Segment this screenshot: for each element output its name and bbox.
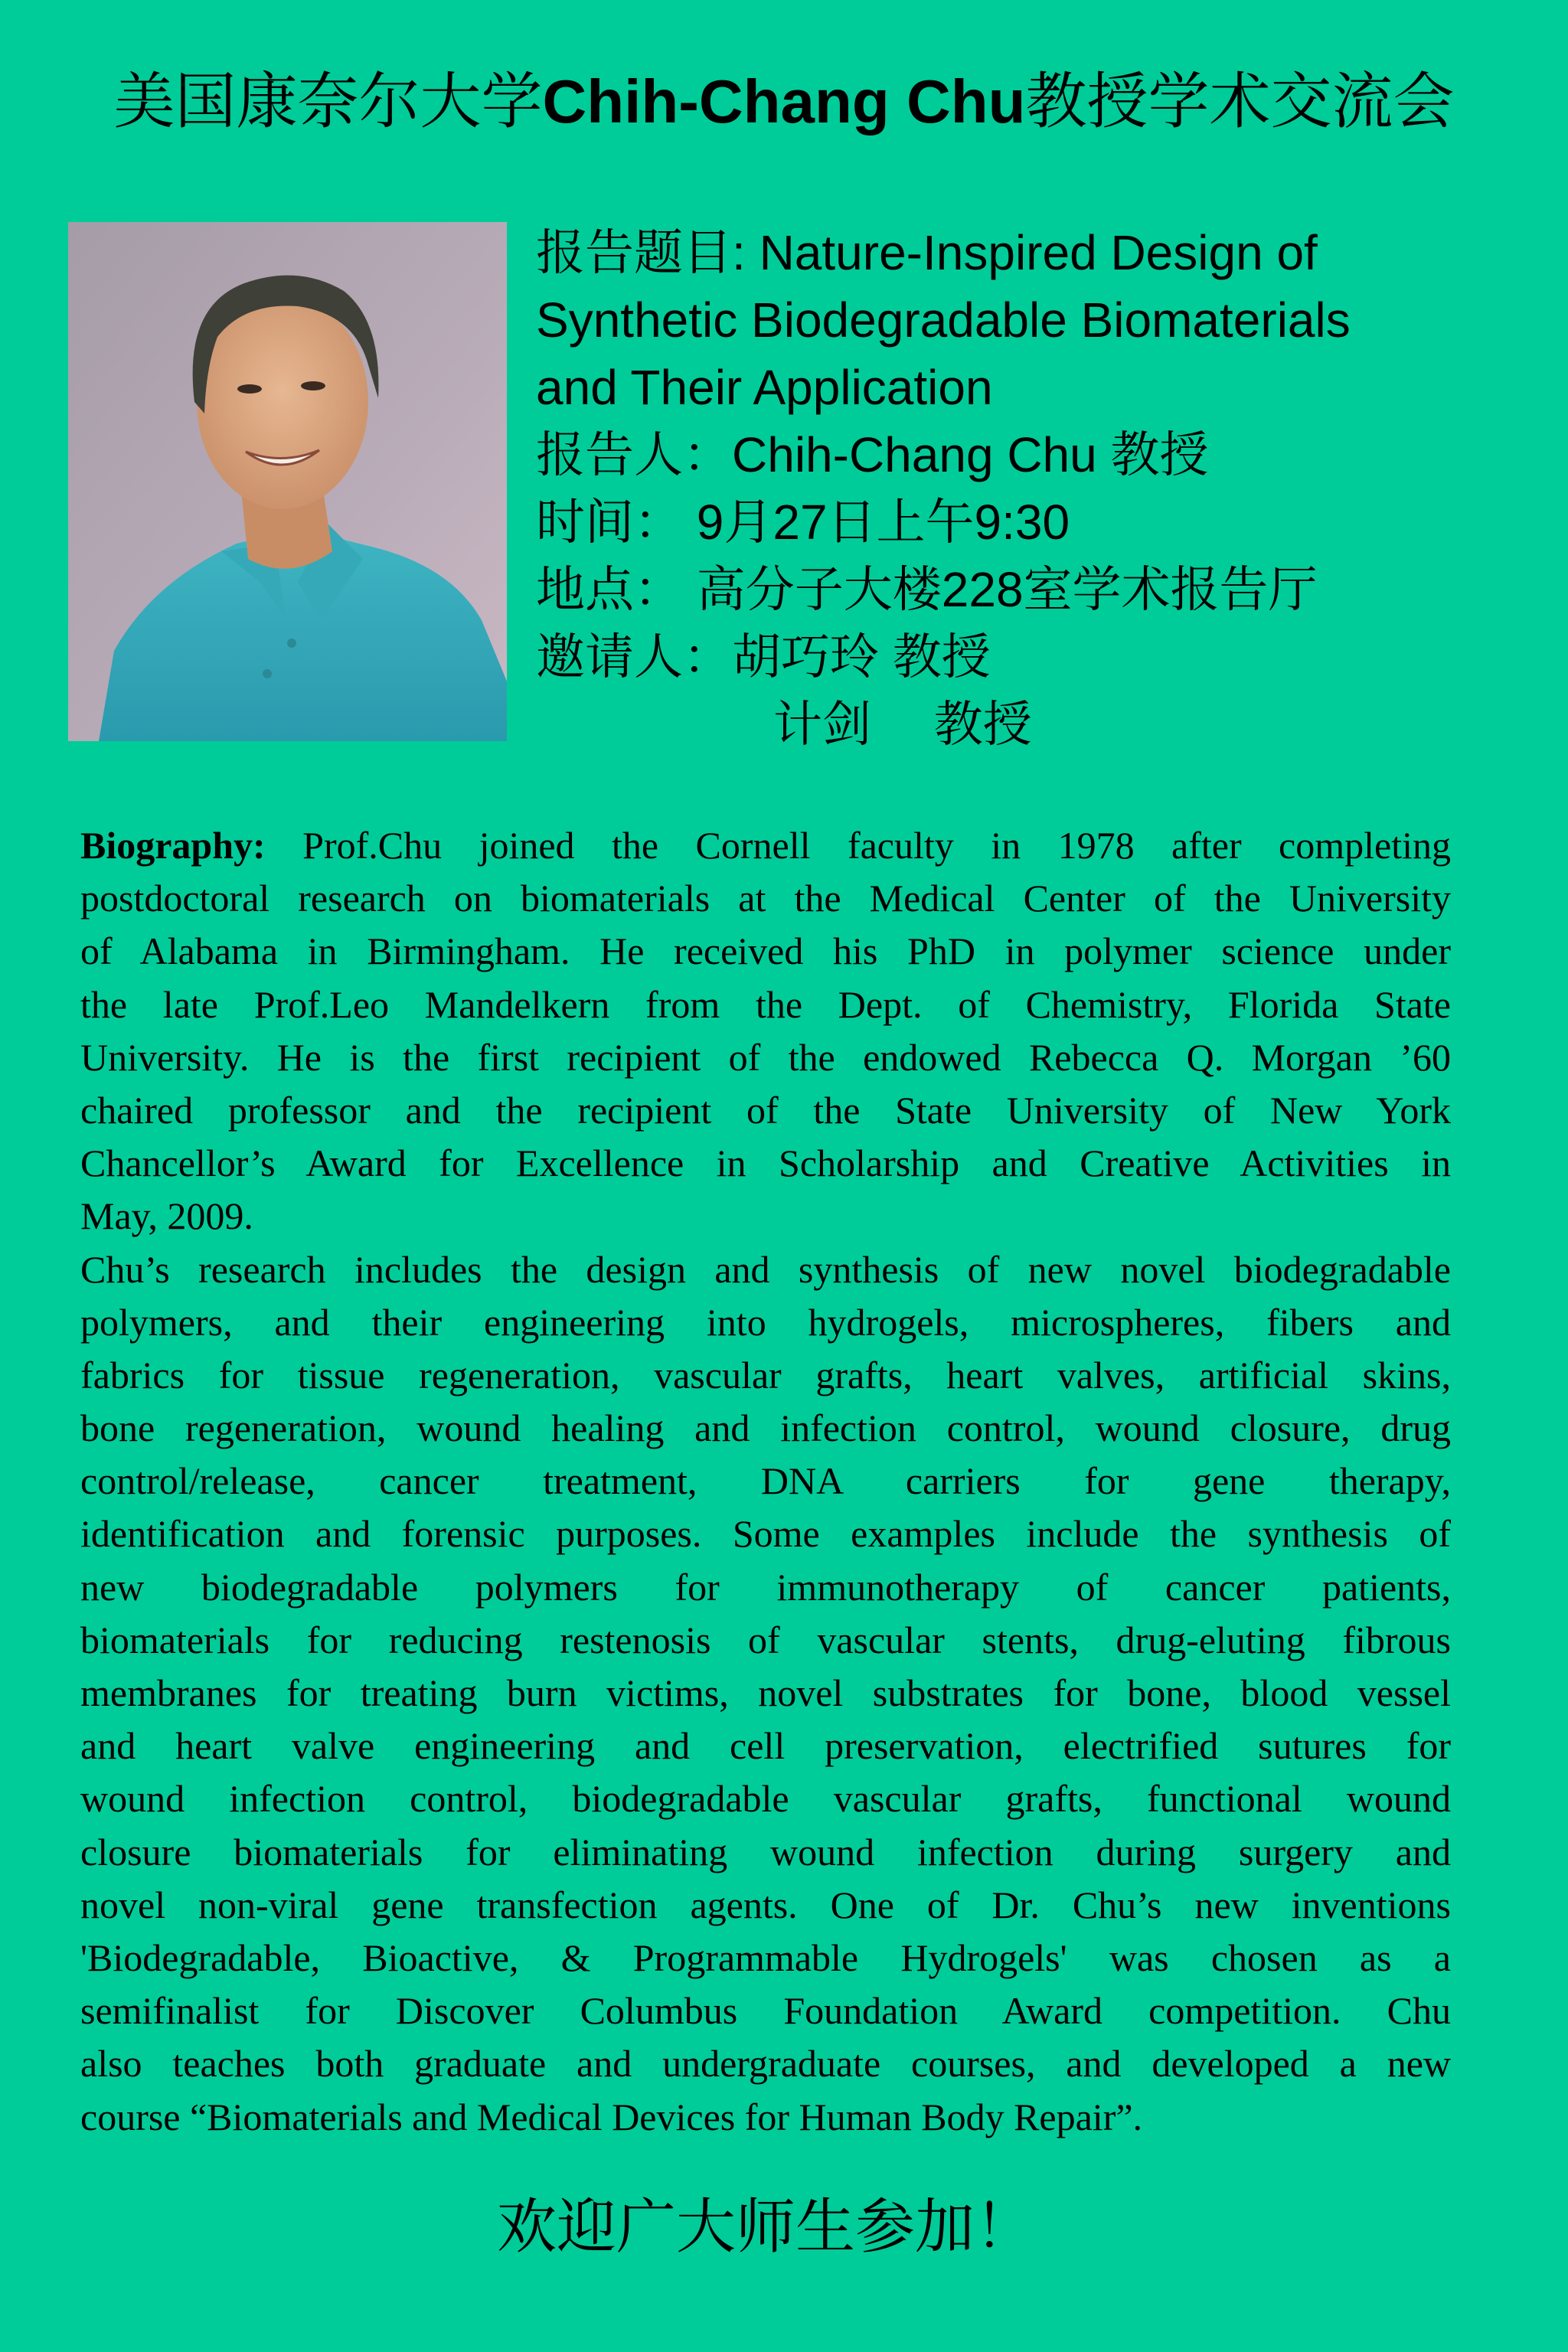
biography-line-text: Chancellor’s Award for Excellence in Scholarship and Creative Activities in: [80, 1142, 1451, 1185]
location-row: [536, 556, 1531, 623]
biography-line: [80, 1455, 1451, 1508]
biography-line: [80, 1508, 1451, 1560]
biography-line: [80, 1561, 1451, 1614]
biography-line-text: membranes for treating burn victims, novel substrates for bone, blood vessel: [80, 1671, 1451, 1714]
biography-line: [80, 2037, 1451, 2090]
time-label: 时间：: [536, 495, 683, 550]
speaker-photo: [68, 222, 507, 741]
title-speaker-name: Chih-Chang Chu: [542, 67, 1026, 136]
time-value: 9月27日上午9:30: [696, 495, 1070, 550]
speaker-value: Chih-Chang Chu 教授: [732, 427, 1209, 482]
biography-line: [80, 1190, 1451, 1243]
biography-line: [80, 1137, 1451, 1190]
poster-title: [0, 60, 1568, 144]
biography-line-text: May, 2009.: [80, 1194, 253, 1238]
biography-line-text: bone regeneration, wound healing and infection control, wound closure, drug: [80, 1406, 1451, 1450]
topic-line-1: Nature-Inspired Design of: [759, 225, 1318, 280]
biography-line-text: new biodegradable polymers for immunotherapy of cancer patients,: [80, 1565, 1451, 1609]
location-value: 高分子大楼228室学术报告厅: [696, 562, 1318, 617]
portrait-photo-icon: [68, 222, 507, 741]
topic-row-2: [536, 286, 1531, 354]
topic-label: 报告题目: [536, 225, 732, 280]
biography-line-text: of Alabama in Birmingham. He received his PhD in polymer science under: [80, 929, 1451, 973]
topic-row-3: [536, 354, 1531, 421]
biography-line-text: novel non-viral gene transfection agents. One of Dr. Chu’s new inventions: [80, 1883, 1451, 1926]
biography-line-text: University. He is the first recipient of the endowed Rebecca Q. Morgan ’60: [80, 1035, 1451, 1079]
biography-line-text: and heart valve engineering and cell preservation, electrified sutures for: [80, 1724, 1451, 1768]
closing-invitation: 欢迎广大师生参加！: [496, 2193, 1034, 2260]
biography-line-text: polymers, and their engineering into hydrogels, microspheres, fibers and: [80, 1300, 1451, 1344]
shirt-button: [263, 669, 272, 678]
inviter-row: [536, 623, 1531, 691]
left-eye: [237, 384, 262, 394]
speaker-label: 报告人：: [536, 427, 732, 482]
location-label: 地点：: [536, 562, 683, 617]
biography-line: [80, 1402, 1451, 1455]
biography-line: [80, 1349, 1451, 1402]
biography-line: [80, 1879, 1451, 1932]
inviter-1: 胡巧玲 教授: [732, 629, 991, 684]
biography-line: [80, 819, 1451, 872]
biography-line-text: postdoctoral research on biomaterials at the Medical Center of the University: [80, 877, 1451, 920]
biography-line-text: Prof.Chu joined the Cornell faculty in 1978 after completing: [302, 824, 1451, 867]
biography-line: [80, 1243, 1451, 1296]
biography-line-text: closure biomaterials for eliminating wound infection during surgery and: [80, 1830, 1451, 1873]
biography-line: [80, 1296, 1451, 1349]
inviter-2: 计剑 教授: [773, 697, 1032, 752]
biography-line-text: chaired professor and the recipient of the State University of New York: [80, 1088, 1451, 1132]
biography-line: [80, 1614, 1451, 1667]
inviter-label: 邀请人：: [536, 629, 732, 684]
biography-label: Biography:: [80, 824, 266, 867]
shirt-button: [287, 639, 296, 648]
biography-line-text: also teaches both graduate and undergraduate courses, and developed a new: [80, 2042, 1451, 2086]
right-eye: [301, 381, 325, 390]
topic-line-2: Synthetic Biodegradable Biomaterials: [536, 292, 1351, 348]
topic-line-3: and Their Application: [536, 360, 993, 415]
biography-line: [80, 1031, 1451, 1084]
biography-line: [80, 1932, 1451, 1984]
biography-line: [80, 1826, 1451, 1879]
biography-line: [80, 1720, 1451, 1772]
biography-line-text: semifinalist for Discover Columbus Foundation Award competition. Chu: [80, 1989, 1451, 2033]
biography-line: [80, 872, 1451, 925]
biography-line-text: control/release, cancer treatment, DNA carriers for gene therapy,: [80, 1459, 1451, 1503]
title-suffix: 教授学术交流会: [1025, 67, 1455, 136]
biography-line-text: wound infection control, biodegradable vascular grafts, functional wound: [80, 1777, 1451, 1821]
biography-line: [80, 925, 1451, 978]
biography-line: [80, 1084, 1451, 1137]
biography-line-text: the late Prof.Leo Mandelkern from the Dept. of Chemistry, Florida State: [80, 982, 1451, 1026]
time-row: [536, 488, 1531, 556]
biography-line-text: biomaterials for reducing restenosis of vascular stents, drug-eluting fibrous: [80, 1618, 1451, 1661]
biography: [80, 819, 1451, 2144]
topic-separator: :: [732, 225, 760, 280]
topic-row: [536, 219, 1531, 286]
inviter-row-2: [536, 691, 1531, 758]
biography-line: [80, 1984, 1451, 2037]
talk-info: [536, 219, 1531, 758]
title-prefix: 美国康奈尔大学: [113, 67, 543, 136]
biography-line-text: Chu’s research includes the design and synthesis of new novel biodegradable: [80, 1247, 1451, 1291]
biography-line-text: identification and forensic purposes. Some examples include the synthesis of: [80, 1512, 1451, 1556]
biography-line: [80, 2091, 1451, 2144]
biography-line: [80, 1772, 1451, 1825]
biography-line: [80, 1667, 1451, 1720]
biography-line: [80, 978, 1451, 1031]
speaker-row: [536, 421, 1531, 488]
biography-line-text: fabrics for tissue regeneration, vascular grafts, heart valves, artificial skins,: [80, 1353, 1451, 1396]
biography-line-text: course “Biomaterials and Medical Devices for Human Body Repair”.: [80, 2095, 1143, 2138]
biography-line-text: 'Biodegradable, Bioactive, & Programmable Hydrogels' was chosen as a: [80, 1936, 1451, 1979]
